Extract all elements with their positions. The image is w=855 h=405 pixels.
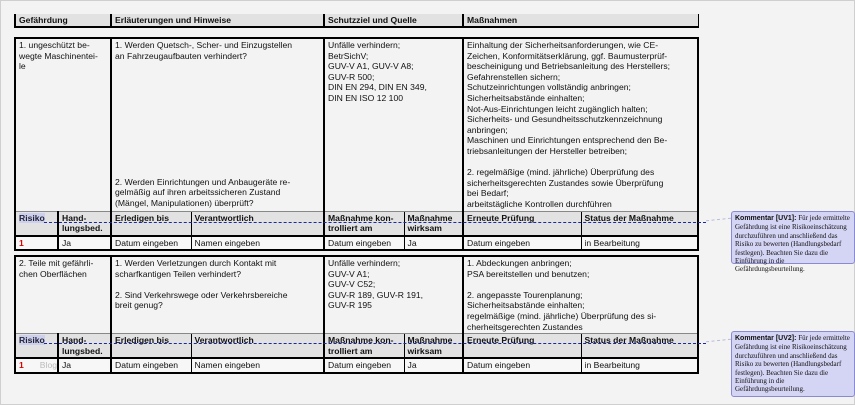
header-massnahmen: Maßnahmen	[463, 14, 698, 27]
massnahmen-text[interactable]: 1. Abdeckungen anbringen; PSA bereitstellen und benutzen; 2. angepasste Tourenplanung; Sicherheitsabstände einhalten; regelmäßige (mind. jährliche) Überprüfung des si- cherheitsgerechten Zustandes	[463, 256, 698, 334]
comment-text: Für jede ermittelte Gefährdung ist eine Risikoeinschätzung durchzuführen und anschließend das Risiko zu bewerten (Handlungsbedarf festlegen). Beachten Sie dazu die Einführung in die Gefährdungsbeurteilung.	[735, 334, 850, 394]
status-value[interactable]: in Bearbeitung	[581, 358, 698, 373]
verantwortlich-label: Verantwortlich	[191, 334, 324, 359]
verantwortlich-label: Verantwortlich	[191, 211, 324, 236]
hazard-block-2	[14, 255, 699, 374]
header-schutzziel: Schutzziel und Quelle	[324, 14, 463, 27]
handlung-label: Hand- lungsbed.	[58, 334, 111, 359]
status-label: Status der Maßnahme	[581, 334, 698, 359]
comment-balloon-uv2[interactable]	[731, 331, 855, 397]
erledigen-label: Erledigen bis	[111, 211, 191, 236]
risiko-label	[15, 211, 58, 236]
comment-label: Kommentar [UV2]:	[735, 335, 797, 342]
wirksam-label: Maßnahme wirksam	[404, 334, 463, 359]
status-label: Status der Maßnahme	[581, 211, 698, 236]
comment-text: Für jede ermittelte Gefährdung ist eine Risikoeinschätzung durchzuführen und anschließend das Risiko zu bewerten (Handlungsbedarf festlegen). Beachten Sie dazu die Einführung in die Gefährdungsbeurteilung.	[735, 214, 850, 274]
risiko-value[interactable]: 1	[19, 360, 24, 371]
erledigen-input[interactable]: Datum eingeben	[111, 236, 191, 251]
wirksam-value[interactable]: Ja	[404, 236, 463, 251]
handlung-value[interactable]: Ja	[58, 358, 111, 373]
header-gefaehrdung: Gefährdung	[15, 14, 111, 27]
kontrolliert-label: Maßnahme kon- trolliert am	[324, 211, 404, 236]
pruefung-label: Erneute Prüfung	[463, 334, 581, 359]
hinweise-cell	[111, 38, 324, 211]
massnahmen-text[interactable]: Einhaltung der Sicherheitsanforderungen, wie CE- Zeichen, Konformitätserklärung, ggf. Baumusterprüf- bescheinigung und Betriebsanleitung des Herstellers; Gefahrenstellen sichern; Schutzeinrichtungen vollständig anbringen; Sicherheitsabstände einhalten; Not-Aus-Einrichtungen leicht zugänglich halten; Sicherheits- und Gesundheitsschutzkennzeichnung anbringen; Maschinen und Einrichtungen entsprechend den Be- triebsanleitungen der Hersteller betreiben; 2. regelmäßige (mind. jährliche) Überprüfung des sicherheitsgerechten Zustandes sowie Überprüfung bei Bedarf; arbeitstägliche Kontrollen durchführen	[463, 38, 698, 211]
hazard-block-1	[14, 37, 699, 251]
handlung-label: Hand- lungsbed.	[58, 211, 111, 236]
verantwortlich-input[interactable]: Namen eingeben	[191, 236, 324, 251]
header-erlaeuterungen: Erläuterungen und Hinweise	[111, 14, 324, 27]
pruefung-input[interactable]: Datum eingeben	[463, 236, 581, 251]
pruefung-label: Erneute Prüfung	[463, 211, 581, 236]
comment-anchor-line-1	[44, 222, 706, 223]
erledigen-input[interactable]: Datum eingeben	[111, 358, 191, 373]
header-table	[14, 14, 699, 28]
gefaehrdung-text[interactable]: 2. Teile mit gefährli- chen Oberflächen	[19, 258, 94, 279]
gefaehrdung-text[interactable]: 1. ungeschützt be- wegte Maschinentei- le	[19, 40, 98, 72]
kontrolliert-input[interactable]: Datum eingeben	[324, 358, 404, 373]
pruefung-input[interactable]: Datum eingeben	[463, 358, 581, 373]
risiko-cell	[15, 358, 58, 373]
kontrolliert-input[interactable]: Datum eingeben	[324, 236, 404, 251]
hinweis-question-1[interactable]: 1. Werden Quetsch-, Scher- und Einzugstellen an Fahrzeugaufbauten verhindert?	[115, 40, 293, 61]
risiko-value[interactable]: 1	[15, 236, 58, 251]
status-value[interactable]: in Bearbeitung	[581, 236, 698, 251]
risiko-label	[15, 334, 58, 359]
schutzziel-text[interactable]: Unfälle verhindern; GUV-V A1; GUV-V C52; GUV-R 189, GUV-R 191, GUV-R 195	[324, 256, 463, 334]
wirksam-value[interactable]: Ja	[404, 358, 463, 373]
kontrolliert-label: Maßnahme kon- trolliert am	[324, 334, 404, 359]
hinweis-questions[interactable]: 1. Werden Verletzungen durch Kontakt mit scharfkantigen Teilen verhindert? 2. Sind Verkehrswege oder Verkehrsbereiche breit genug?	[111, 256, 324, 334]
handlung-value[interactable]: Ja	[58, 236, 111, 251]
comment-balloon-uv1[interactable]	[731, 211, 855, 274]
schutzziel-text[interactable]: Unfälle verhindern; BetrSichV; GUV-V A1, GUV-V A8; GUV-R 500; DIN EN 294, DIN EN 349, DIN EN ISO 12 100	[324, 38, 463, 211]
comment-anchor-line-2	[44, 343, 706, 344]
comment-label: Kommentar [UV1]:	[735, 215, 797, 222]
verantwortlich-input[interactable]: Namen eingeben	[191, 358, 324, 373]
risiko-label-text[interactable]: Risiko	[19, 212, 45, 223]
wirksam-label: Maßnahme wirksam	[404, 211, 463, 236]
risiko-label-text[interactable]: Risiko	[19, 335, 45, 346]
hinweis-question-2[interactable]: 2. Werden Einrichtungen und Anbaugeräte re- gelmäßig auf ihren arbeitssicheren Zustand (Mängel, Manipulationen) überprüft?	[115, 176, 291, 208]
erledigen-label: Erledigen bis	[111, 334, 191, 359]
ghost-text: Blog	[39, 360, 57, 371]
